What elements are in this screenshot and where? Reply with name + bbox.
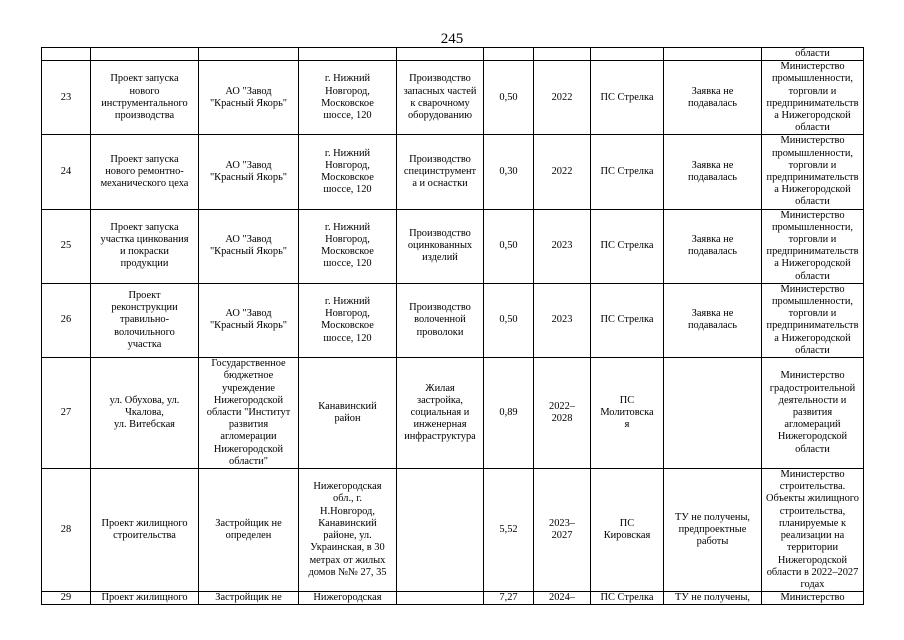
cell-status: Заявка не подавалась <box>664 135 762 209</box>
cell-substation <box>591 48 664 61</box>
cell-num: 29 <box>42 592 91 605</box>
cell-purpose: Жилая застройка, социальная и инженерная инфраструктура <box>397 358 484 469</box>
cell-substation: ПС Кировская <box>591 469 664 592</box>
cell-num: 26 <box>42 283 91 357</box>
cell-substation: ПС Стрелка <box>591 209 664 283</box>
table-row <box>42 469 864 592</box>
cell-purpose: Производство специнструмент а и оснастки <box>397 135 484 209</box>
table-row <box>42 592 864 605</box>
cell-year: 2023 <box>534 283 591 357</box>
cell-purpose <box>397 469 484 592</box>
cell-project: ул. Обухова, ул. Чкалова, ул. Витебская <box>91 358 199 469</box>
cell-location: г. Нижний Новгород, Московское шоссе, 120 <box>299 135 397 209</box>
table-row <box>42 283 864 357</box>
cell-power <box>484 48 534 61</box>
cell-purpose <box>397 48 484 61</box>
cell-company: АО "Завод "Красный Якорь" <box>199 61 299 135</box>
cell-power: 0,89 <box>484 358 534 469</box>
cell-num: 24 <box>42 135 91 209</box>
cell-status: Заявка не подавалась <box>664 209 762 283</box>
cell-project: Проект реконструкции травильно- волочильного участка <box>91 283 199 357</box>
cell-company <box>199 48 299 61</box>
cell-power: 0,50 <box>484 283 534 357</box>
cell-location <box>299 48 397 61</box>
cell-year: 2022 <box>534 135 591 209</box>
cell-company: Застройщик не <box>199 592 299 605</box>
cell-ministry: Министерство промышленности, торговли и предпринимательств а Нижегородской области <box>762 61 864 135</box>
cell-purpose: Производство волоченной проволоки <box>397 283 484 357</box>
cell-year: 2023– 2027 <box>534 469 591 592</box>
cell-power: 5,52 <box>484 469 534 592</box>
cell-substation: ПС Стрелка <box>591 61 664 135</box>
cell-company: АО "Завод "Красный Якорь" <box>199 209 299 283</box>
cell-project: Проект жилищного <box>91 592 199 605</box>
table-row <box>42 358 864 469</box>
cell-location: Нижегородская <box>299 592 397 605</box>
cell-purpose: Производство оцинкованных изделий <box>397 209 484 283</box>
cell-ministry: Министерство градостроительной деятельности и развития агломераций Нижегородской области <box>762 358 864 469</box>
cell-year: 2022 <box>534 61 591 135</box>
cell-company: АО "Завод "Красный Якорь" <box>199 283 299 357</box>
cell-company: Застройщик не определен <box>199 469 299 592</box>
cell-project: Проект запуска нового инструментального производства <box>91 61 199 135</box>
cell-location: г. Нижний Новгород, Московское шоссе, 120 <box>299 283 397 357</box>
cell-ministry: Министерство промышленности, торговли и предпринимательств а Нижегородской области <box>762 135 864 209</box>
cell-num: 28 <box>42 469 91 592</box>
table-row <box>42 209 864 283</box>
cell-substation: ПС Стрелка <box>591 592 664 605</box>
cell-status: ТУ не получены, <box>664 592 762 605</box>
cell-substation: ПС Стрелка <box>591 283 664 357</box>
cell-num <box>42 48 91 61</box>
cell-year: 2024– <box>534 592 591 605</box>
cell-status <box>664 358 762 469</box>
cell-status: Заявка не подавалась <box>664 61 762 135</box>
cell-num: 25 <box>42 209 91 283</box>
cell-year: 2022– 2028 <box>534 358 591 469</box>
cell-substation: ПС Стрелка <box>591 135 664 209</box>
table-row <box>42 61 864 135</box>
cell-status: Заявка не подавалась <box>664 283 762 357</box>
cell-project <box>91 48 199 61</box>
cell-location: Канавинский район <box>299 358 397 469</box>
cell-ministry: Министерство промышленности, торговли и предпринимательств а Нижегородской области <box>762 283 864 357</box>
page-number: 245 <box>440 31 464 47</box>
cell-project: Проект запуска участка цинкования и покраски продукции <box>91 209 199 283</box>
cell-power: 0,30 <box>484 135 534 209</box>
cell-num: 23 <box>42 61 91 135</box>
cell-ministry: Министерство <box>762 592 864 605</box>
cell-year <box>534 48 591 61</box>
table-row-continuation <box>42 48 864 61</box>
projects-table <box>41 47 864 605</box>
cell-location: г. Нижний Новгород, Московское шоссе, 120 <box>299 209 397 283</box>
cell-location: г. Нижний Новгород, Московское шоссе, 120 <box>299 61 397 135</box>
cell-status <box>664 48 762 61</box>
cell-purpose <box>397 592 484 605</box>
cell-location: Нижегородская обл., г. Н.Новгород, Канавинский районе, ул. Украинская, в 30 метрах от жилых домов №№ 27, 35 <box>299 469 397 592</box>
cell-status: ТУ не получены, предпроектные работы <box>664 469 762 592</box>
cell-ministry: области <box>762 48 864 61</box>
cell-num: 27 <box>42 358 91 469</box>
cell-substation: ПС Молитовска я <box>591 358 664 469</box>
cell-year: 2023 <box>534 209 591 283</box>
cell-power: 7,27 <box>484 592 534 605</box>
cell-purpose: Производство запасных частей к сварочному оборудованию <box>397 61 484 135</box>
cell-company: АО "Завод "Красный Якорь" <box>199 135 299 209</box>
cell-project: Проект запуска нового ремонтно- механического цеха <box>91 135 199 209</box>
cell-ministry: Министерство строительства. Объекты жилищного строительства, планируемые к реализации на территории Нижегородской области в 2022–2027 годах <box>762 469 864 592</box>
cell-company: Государственное бюджетное учреждение Нижегородской области "Институт развития агломерации Нижегородской области" <box>199 358 299 469</box>
cell-power: 0,50 <box>484 209 534 283</box>
cell-ministry: Министерство промышленности, торговли и предпринимательств а Нижегородской области <box>762 209 864 283</box>
cell-project: Проект жилищного строительства <box>91 469 199 592</box>
table-row <box>42 135 864 209</box>
cell-power: 0,50 <box>484 61 534 135</box>
